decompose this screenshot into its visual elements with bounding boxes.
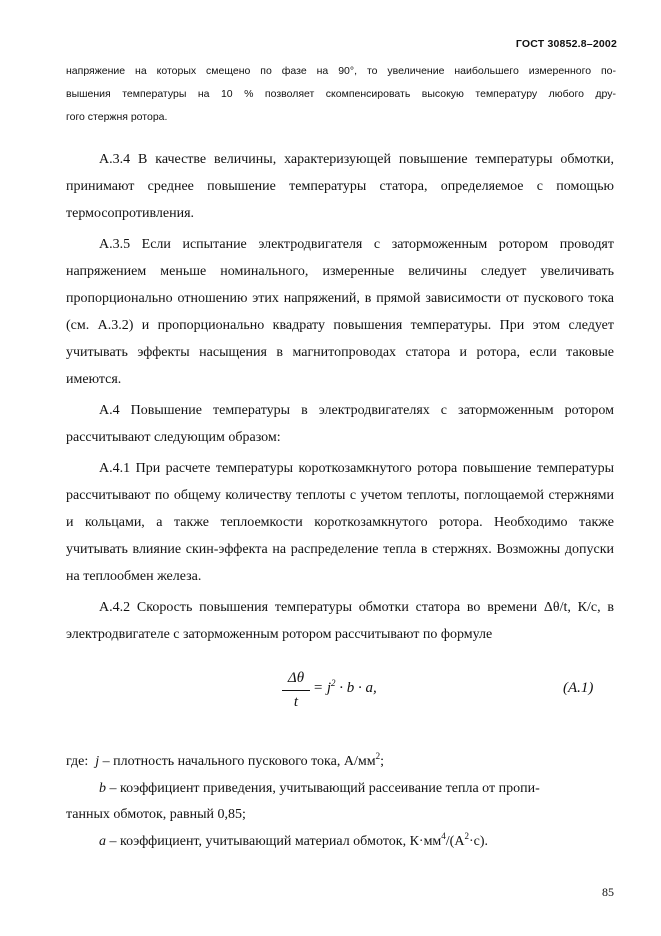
- definition-j-tail: ;: [380, 754, 384, 769]
- definition-a-text: – коэффициент, учитывающий материал обмоток, К·мм: [106, 834, 442, 849]
- fraction-bar: [282, 690, 310, 691]
- formula-rhs-suffix: · b · a,: [335, 680, 377, 696]
- page-number: 85: [602, 885, 614, 899]
- definition-a-sup1: 4: [441, 831, 446, 841]
- definition-a-sup2: 2: [464, 831, 469, 841]
- top-fragment: [66, 60, 616, 129]
- formula-denominator: t: [293, 694, 299, 710]
- definition-j: [66, 748, 606, 775]
- fragment-line: напряжение на которых смещено по фазе на 90°, то увеличение наибольшего измеренного по-: [66, 65, 616, 77]
- definition-a: [66, 828, 606, 855]
- formula-rhs: [313, 680, 377, 697]
- formula-numerator: Δθ: [287, 670, 305, 686]
- paragraph-a35: А.3.5 Если испытание электродвигателя с заторможенным ротором проводят напряжением меньше номинального, измеренные величины следует увеличивать пропорционально отношению этих напряжений, в прямой зависимости от пускового тока (см. А.3.2) и пропорционально квадрату повышения температуры. При этом следует учитывать эффекты насыщения в магнитопроводах статора и ротора, если таковые имеются.: [66, 237, 614, 387]
- symbol-b: b: [99, 781, 106, 796]
- paragraph-a42: А.4.2 Скорость повышения температуры обмотки статора во времени Δθ/t, К/с, в электродвигателе с заторможенным ротором рассчитывают по формуле: [66, 600, 614, 642]
- definitions: [66, 748, 606, 855]
- symbol-j: j: [95, 754, 100, 769]
- formula-a1: [0, 668, 661, 716]
- definition-a-tail: ·с).: [468, 834, 489, 849]
- fragment-line: гого стержня ротора.: [66, 111, 168, 123]
- symbol-a: a: [99, 834, 106, 849]
- definition-j-sup: 2: [375, 751, 381, 761]
- formula-exponent: 2: [331, 678, 336, 688]
- definition-b: [66, 775, 606, 802]
- formula-rhs-prefix: = j: [313, 680, 332, 696]
- document-header: ГОСТ 30852.8–2002: [515, 38, 617, 50]
- main-text: [66, 146, 614, 648]
- definition-b-text: – коэффициент приведения, учитывающий рассеивание тепла от пропи-: [106, 781, 540, 796]
- paragraph-a4: А.4 Повышение температуры в электродвигателях с заторможенным ротором рассчитывают следующим образом:: [66, 403, 614, 445]
- definition-a-mid: /(А: [445, 834, 465, 849]
- paragraph-a41: А.4.1 При расчете температуры короткозамкнутого ротора повышение температуры рассчитывают по общему количеству теплоты с учетом теплоты, поглощаемой стержнями и кольцами, а также теплоемкости короткозамкнутого ротора. Необходимо также учитывать влияние скин-эффекта на распределение тепла в стержнях. Возможны допуски на теплообмен железа.: [66, 461, 614, 584]
- formula-number: (А.1): [563, 680, 594, 696]
- formula-fraction: [282, 668, 310, 712]
- fragment-line: вышения температуры на 10 % позволяет скомпенсировать высокую температуру любого дру-: [66, 88, 616, 100]
- where-label: где:: [66, 754, 96, 769]
- definition-j-text: – плотность начального пускового тока, А/мм: [99, 754, 376, 769]
- definition-b-continuation: танных обмоток, равный 0,85;: [66, 807, 246, 822]
- paragraph-a34: А.3.4 В качестве величины, характеризующей повышение температуры обмотки, принимают среднее повышение температуры статора, определяемое с помощью термосопротивления.: [66, 152, 614, 221]
